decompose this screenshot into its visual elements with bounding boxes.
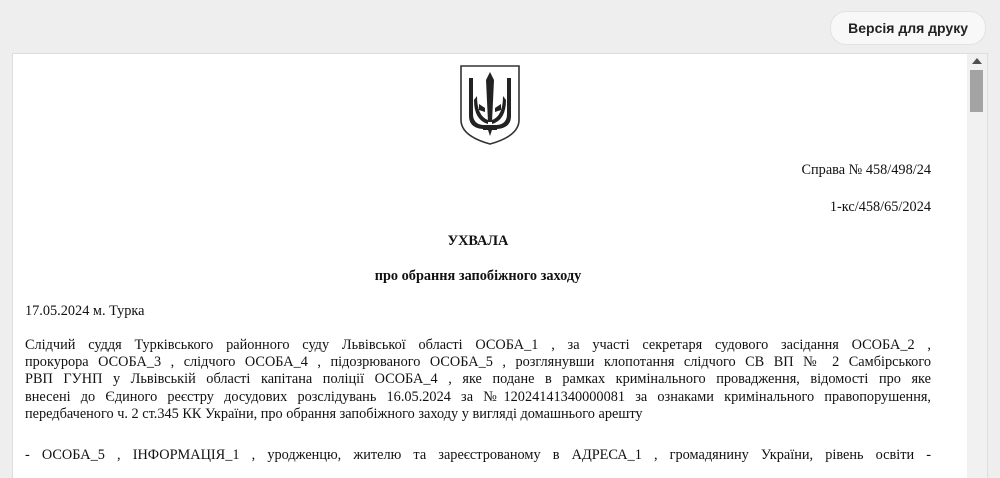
proceeding-number: 1-кс/458/65/2024 — [829, 199, 931, 215]
document-viewer — [12, 53, 988, 478]
paragraph-line: - ОСОБА_5 , ІНФОРМАЦІЯ_1 , уродженцю, жителю та зареєстрованому в АДРЕСА_1 , громадянину України, рівень освіти - — [25, 447, 931, 463]
vertical-scrollbar[interactable] — [967, 54, 987, 478]
scrollbar-thumb[interactable] — [970, 70, 983, 112]
paragraph-main — [25, 337, 931, 423]
case-number: Справа № 458/498/24 — [801, 162, 931, 178]
date-place: 17.05.2024 м. Турка — [25, 303, 145, 319]
paragraph-line: Слідчий суддя Турківського районного суду Львівської області ОСОБА_1 , за участі секретаря судового засідання ОСОБА_2 , — [25, 337, 931, 353]
document-body — [13, 54, 959, 478]
paragraph-line: внесені до Єдиного реєстру досудових розслідувань 16.05.2024 за №12024141340000081 за ознаками кримінального правопорушення, — [25, 388, 931, 405]
paragraph-line: РВП ГУНП у Львівській області капітана поліції ОСОБА_4 , яке подане в рамках кримінального провадження, відомості про яке — [25, 371, 931, 388]
arrow-up-icon[interactable] — [972, 58, 982, 64]
document-subtitle: про обрання запобіжного заходу — [374, 268, 582, 284]
paragraph-suspect — [25, 447, 931, 464]
paragraph-line: прокурора ОСОБА_3 , слідчого ОСОБА_4 , підозрюваного ОСОБА_5 , розглянувши клопотання слідчого СВ ВП № 2 Самбірського — [25, 354, 931, 371]
print-version-button[interactable]: Версія для друку — [830, 11, 986, 45]
paragraph-line: передбаченого ч. 2 ст.345 КК України, про обрання запобіжного заходу у вигляді домашнього арешту — [25, 405, 643, 422]
document-title: УХВАЛА — [447, 233, 509, 249]
ukraine-trident-emblem-icon — [459, 64, 521, 146]
